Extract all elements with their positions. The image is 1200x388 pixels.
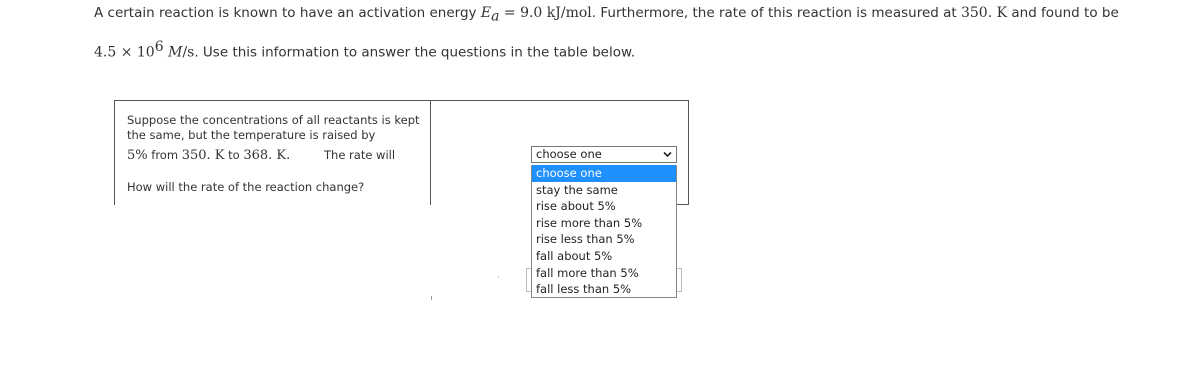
temp-to: 368. K [243, 148, 287, 163]
stray-mark [498, 276, 499, 278]
stray-mark [431, 296, 432, 300]
temp-end: . [286, 148, 291, 163]
rate-exponent: 6 [154, 39, 164, 55]
temperature-unit: K [992, 5, 1008, 21]
option-rise-more-5[interactable]: rise more than 5% [536, 215, 643, 230]
ea-symbol: E [480, 5, 492, 21]
percent-value: 5% [127, 148, 148, 163]
table-border-right-foot [676, 204, 689, 205]
ea-value: = 9.0 kJ/mol [499, 5, 592, 21]
rate-options-list[interactable] [531, 165, 677, 298]
option-fall-more-5[interactable]: fall more than 5% [536, 265, 639, 280]
rate-change-select[interactable] [531, 146, 677, 163]
problem-line-1 [94, 5, 1119, 25]
hidden-control-right-edge [677, 268, 682, 292]
temperature-value: 350. [960, 5, 993, 21]
option-stay-same[interactable]: stay the same [536, 182, 618, 197]
rate-unit-s: /s [182, 44, 195, 61]
chevron-down-icon [663, 147, 672, 162]
option-choose-one[interactable]: choose one [532, 165, 676, 182]
option-fall-less-5[interactable]: fall less than 5% [536, 282, 632, 297]
problem-line-2 [94, 39, 635, 61]
question-text: Suppose the concentrations of all reactants is kept the same, but the temperature is raised by [127, 113, 420, 142]
option-fall-about-5[interactable]: fall about 5% [536, 248, 613, 263]
question-ask: How will the rate of the reaction change? [127, 180, 365, 194]
temperature-change [127, 148, 290, 163]
rate-base: 4.5 × 10 [94, 44, 155, 61]
line1-intro: A certain reaction is known to have an activation energy [94, 5, 481, 21]
from-word: from [147, 148, 182, 162]
ea-subscript: a [491, 8, 500, 25]
select-value: choose one [536, 147, 602, 161]
temp-from: 350. K [181, 148, 225, 163]
option-rise-about-5[interactable]: rise about 5% [536, 199, 616, 214]
line1-end: and found to be [1007, 5, 1119, 21]
to-word: to [224, 148, 244, 162]
option-rise-less-5[interactable]: rise less than 5% [536, 232, 635, 247]
rate-label: The rate will [324, 148, 396, 162]
line1-mid: . Furthermore, the rate of this reaction is measured at [591, 5, 961, 21]
table-border-left-foot [114, 204, 115, 205]
line2-end: . Use this information to answer the questions in the table below. [194, 44, 636, 61]
rate-unit-m: M [163, 44, 183, 61]
